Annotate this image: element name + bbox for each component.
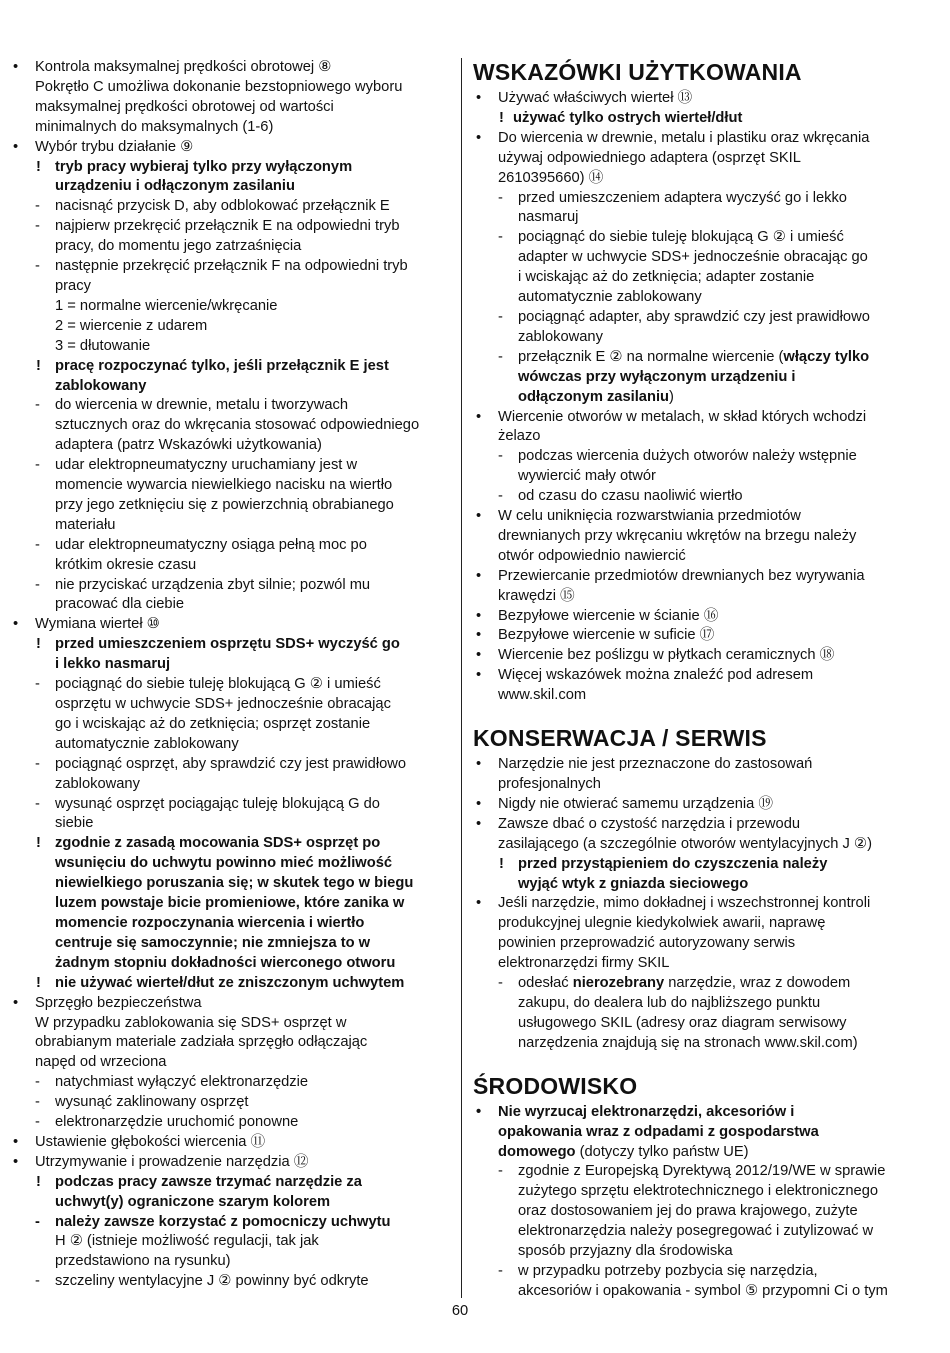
text-line: opakowania wraz z odpadami z gospodarstwa (498, 1123, 819, 1140)
maintenance-section (473, 755, 913, 1054)
right-column (473, 58, 913, 1302)
dash-item: - do wiercenia w drewnie, metalu i tworzywach (10, 396, 450, 416)
dash-item: - zgodnie z Europejską Dyrektywą 2012/19/WE w sprawie (473, 1162, 913, 1182)
text-line: drewnianych przy wkręcaniu wkrętów na brzegu należy (498, 527, 857, 544)
bold-text: nierozebrany (572, 975, 665, 992)
text-line: produkcyjnej ulegnie kiedykolwiek awarii, naprawę (498, 915, 826, 932)
bullet-item: • Wybór trybu działanie ⑨ (10, 138, 450, 158)
text-line: 1 = normalne wiercenie/wkręcanie (55, 297, 278, 314)
bold-text: odłączonym zasilaniu (518, 388, 669, 405)
dash-item: - przed umieszczeniem adaptera wyczyść go i lekko (473, 189, 913, 209)
text-line: żelazo (498, 428, 541, 445)
dash-item: - w przypadku potrzeby pozbycia się narzędzia, (473, 1262, 913, 1282)
text-line: 2610395660) ⑭ (498, 169, 604, 186)
text-line: zablokowany (55, 775, 140, 792)
text-line: elektronarzędzia należy posegregować i zutylizować w (518, 1223, 874, 1240)
dash-item (473, 974, 913, 994)
text-line: 2 = wiercenie z udarem (55, 317, 208, 334)
bullet-item: • Jeśli narzędzie, mimo dokładnej i wszechstronnej kontroli (473, 894, 913, 914)
text-line: go i wciskając aż do zetknięcia; osprzęt zostanie (55, 715, 371, 732)
dash-item: - pociągnąć do siebie tuleję blokującą G ② i umieść (10, 675, 450, 695)
page-number: 60 (451, 1303, 469, 1319)
text-run: ) (669, 388, 674, 405)
dash-item: - wysunąć zaklinowany osprzęt (10, 1093, 450, 1113)
warning-text-line: wsunięciu do uchwytu powinno mieć możliwość (55, 855, 393, 872)
bullet-item: • W celu uniknięcia rozwarstwiania przedmiotów (473, 507, 913, 527)
text-line: krótkim okresie czasu (55, 556, 197, 573)
dash-item: - szczeliny wentylacyjne J ② powinny być odkryte (10, 1272, 450, 1292)
heading-maintenance-service: KONSERWACJA / SERWIS (473, 725, 767, 752)
bold-text: domowego (498, 1143, 576, 1160)
bullet-item: • Wymiana wierteł ⑩ (10, 615, 450, 635)
warning-text-line: luzem powstaje bicie promieniowe, które zanika w (55, 895, 405, 912)
bullet-item: • Sprzęgło bezpieczeństwa (10, 994, 450, 1014)
text-line: momencie wywarcia niewielkiego nacisku na wiertło (55, 477, 393, 494)
dash-item: - wysunąć osprzęt pociągając tuleję blokującą G do (10, 795, 450, 815)
text-line: pracować dla ciebie (55, 596, 184, 613)
text-line: wywiercić mały otwór (518, 468, 656, 485)
dash-item: - następnie przekręcić przełącznik F na odpowiedni tryb (10, 257, 450, 277)
usage-tips-section (473, 89, 913, 706)
text-line: 3 = dłutowanie (55, 337, 151, 354)
text-line (473, 388, 913, 408)
text-line: przy jego zetknięciu się z powierzchnią obrabianego (55, 496, 394, 513)
text-line: elektronarzędzi firmy SKIL (498, 955, 670, 972)
dash-item: - pociągnąć osprzęt, aby sprawdzić czy jest prawidłowo (10, 755, 450, 775)
bullet-item: • Więcej wskazówek można znaleźć pod adresem (473, 666, 913, 686)
warning-text-line: i lekko nasmaruj (55, 656, 171, 673)
bullet-item: • Utrzymywanie i prowadzenie narzędzia ⑫ (10, 1153, 450, 1173)
text-line: Pokrętło C umożliwa dokonanie bezstopniowego wyboru (35, 78, 403, 95)
text-run: (dotyczy tylko państw UE) (575, 1143, 749, 1160)
text-line: napęd od wrzeciona (35, 1054, 167, 1071)
text-line: zużytego sprzętu elektrotechnicznego i elektronicznego (518, 1183, 879, 1200)
text-line: nasmaruj (518, 209, 579, 226)
bullet-item: • Do wiercenia w drewnie, metalu i plastiku oraz wkręcania (473, 129, 913, 149)
bullet-item: • Bezpyłowe wiercenie w ścianie ⑯ (473, 607, 913, 627)
heading-usage-tips: WSKAZÓWKI UŻYTKOWANIA (473, 59, 802, 85)
warning-text-line: niewielkiego poruszania się; w skutek tego w biegu (55, 875, 414, 892)
dash-item: - podczas wiercenia dużych otworów należy wstępnie (473, 447, 913, 467)
dash-item: - pociągnąć adapter, aby sprawdzić czy jest prawidłowo (473, 308, 913, 328)
dash-item (473, 348, 913, 368)
dash-item: - najpierw przekręcić przełącznik E na odpowiedni tryb (10, 217, 450, 237)
text-line: minimalnych do maksymalnych (1-6) (35, 118, 274, 135)
bullet-item: • Ustawienie głębokości wiercenia ⑪ (10, 1133, 450, 1153)
bullet-item: • Przewiercanie przedmiotów drewnianych bez wyrywania (473, 567, 913, 587)
bullet-item: • Wiercenie bez poślizgu w płytkach ceramicznych ⑱ (473, 646, 913, 666)
text-line: i wciskając aż do zetknięcia; adapter zostanie (518, 269, 815, 286)
bullet-item: • Narzędzie nie jest przeznaczone do zastosowań (473, 755, 913, 775)
bullet-item: • Bezpyłowe wiercenie w suficie ⑰ (473, 626, 913, 646)
text-line: profesjonalnych (498, 776, 601, 792)
warning-item: ! używać tylko ostrych wierteł/dłut (473, 109, 913, 129)
text-line: obrabianym materiale zadziała sprzęgło odłączając (35, 1034, 368, 1051)
bullet-item: • Zawsze dbać o czystość narzędzia i przewodu (473, 815, 913, 835)
warning-item: ! podczas pracy zawsze trzymać narzędzie za (10, 1173, 450, 1193)
warning-item: ! przed przystąpieniem do czyszczenia należy (473, 855, 913, 875)
bullet-item: • Wiercenie otworów w metalach, w skład których wchodzi (473, 408, 913, 428)
text-line: narzędzenia znajdują się na stronach www.skil.com) (518, 1034, 858, 1051)
text-line: zablokowany (518, 328, 603, 345)
text-line: oraz dostosowaniem jej do prawa krajowego, zużyte (518, 1203, 858, 1220)
text-line: powinien przeprowadzić autoryzowany serwis (498, 935, 796, 952)
text-line: osprzętu w uchwycie SDS+ jednocześnie obracając (55, 696, 391, 712)
dash-item: - od czasu do czasu naoliwić wiertło (473, 487, 913, 507)
warning-item: ! tryb pracy wybieraj tylko przy wyłączonym (10, 158, 450, 178)
text-line: akcesoriów i opakowania - symbol ⑤ przypomni Ci o tym (518, 1282, 888, 1299)
bullet-item: • Kontrola maksymalnej prędkości obrotowej ⑧ (10, 58, 450, 78)
warning-item: ! nie używać wierteł/dłut ze zniszczonym uchwytem (10, 974, 450, 994)
warning-text-line: urządzeniu i odłączonym zasilaniu (55, 178, 295, 195)
bullet-item: • Używać właściwych wierteł ⑬ (473, 89, 913, 109)
text-line: używaj odpowiedniego adaptera (osprzęt SKIL (498, 149, 801, 166)
dash-item: - udar elektropneumatyczny uruchamiany jest w (10, 456, 450, 476)
warning-text-line: momencie rozpoczynania wiercenia i wiertło (55, 914, 365, 931)
text-line: przedstawiono na rysunku) (55, 1253, 231, 1270)
dash-item: - nacisnąć przycisk D, aby odblokować przełącznik E (10, 197, 450, 217)
text-run: odesłać (518, 975, 573, 992)
dash-item: - elektronarzędzie uruchomić ponowne (10, 1113, 450, 1133)
warning-item: ! pracę rozpoczynać tylko, jeśli przełącznik E jest (10, 357, 450, 377)
text-line (473, 1143, 913, 1163)
text-line: zakupu, do dealera lub do najbliższego punktu (518, 994, 821, 1011)
dash-item: - należy zawsze korzystać z pomocniczy uchwytu (10, 1213, 450, 1233)
warning-text-line: zablokowany (55, 377, 147, 394)
text-line: H ② (istnieje możliwość regulacji, tak jak (55, 1233, 319, 1250)
warning-text-line: centruje się samoczynnie; nie zmniejsza to w (55, 934, 371, 951)
warning-text-line: uchwyt(y) ograniczone szarym kolorem (55, 1193, 331, 1210)
environment-section (473, 1103, 913, 1302)
text-line: zasilającego (a szczególnie otworów wentylacyjnych J ②) (498, 835, 872, 852)
text-line: krawędzi ⑮ (498, 587, 575, 604)
column-divider (461, 58, 462, 1298)
text-run: narzędzie, wraz z dowodem (664, 975, 851, 992)
text-line: usługowego SKIL (adresy oraz diagram serwisowy (518, 1014, 847, 1031)
text-line: pracy (55, 277, 91, 294)
warning-text-line: żadnym stopniu dokładności wierconego otworu (55, 954, 396, 971)
text-line: www.skil.com (498, 687, 587, 704)
text-line: maksymalnej prędkości obrotowej od wartości (35, 98, 334, 115)
text-line: W przypadku zablokowania się SDS+ osprzęt w (35, 1014, 347, 1031)
warning-text-line: wyjąć wtyk z gniazda sieciowego (518, 875, 749, 892)
warning-text-line: wówczas przy wyłączonym urządzeniu i (518, 368, 796, 385)
warning-item: ! przed umieszczeniem osprzętu SDS+ wyczyść go (10, 635, 450, 655)
text-line: automatycznie zablokowany (55, 735, 239, 752)
text-line: sposób przyjazny dla środowiska (518, 1243, 733, 1260)
text-line: pracy, do momentu jego zatrzaśnięcia (55, 238, 302, 255)
text-line: automatycznie zablokowany (518, 289, 702, 306)
bullet-item: • Nie wyrzucaj elektronarzędzi, akcesoriów i (473, 1103, 913, 1123)
heading-environment: ŚRODOWISKO (473, 1072, 638, 1099)
bold-text: włączy tylko (783, 348, 870, 365)
warning-item: ! zgodnie z zasadą mocowania SDS+ osprzęt po (10, 834, 450, 854)
text-line: adaptera (patrz Wskazówki użytkowania) (55, 437, 322, 454)
text-run: przełącznik E ② na normalne wiercenie ( (518, 348, 784, 365)
text-line: otwór odpowiednio nawiercić (498, 547, 686, 564)
dash-item: - nie przyciskać urządzenia zbyt silnie; pozwól mu (10, 576, 450, 596)
dash-item: - pociągnąć do siebie tuleję blokującą G ② i umieść (473, 228, 913, 248)
dash-item: - udar elektropneumatyczny osiąga pełną moc po (10, 536, 450, 556)
bullet-item: • Nigdy nie otwierać samemu urządzenia ⑲ (473, 795, 913, 815)
text-line: adapter w uchwycie SDS+ jednocześnie obracając go (518, 249, 868, 266)
text-line: sztucznych oraz do wkręcania stosować odpowiedniego (55, 417, 420, 434)
left-column (10, 58, 450, 1292)
text-line: materiału (55, 516, 116, 533)
dash-item: - natychmiast wyłączyć elektronarzędzie (10, 1073, 450, 1093)
text-line: siebie (55, 815, 94, 832)
